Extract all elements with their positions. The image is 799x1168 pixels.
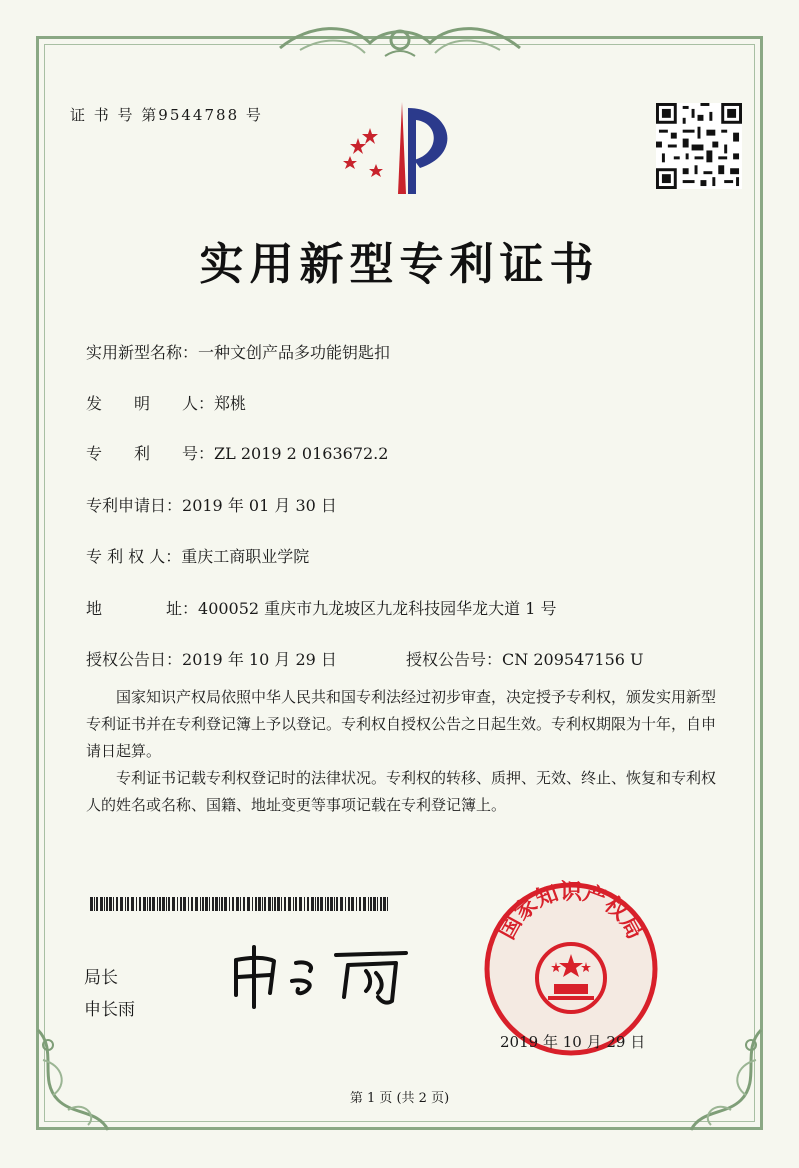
barcode bbox=[90, 897, 390, 911]
director-title: 局长 bbox=[84, 968, 118, 988]
patent-number-value: ZL 2019 2 0163672.2 bbox=[214, 444, 389, 463]
body-paragraph-1: 国家知识产权局依照中华人民共和国专利法经过初步审查，决定授予专利权，颁发实用新型专利证书并在专利登记簿上予以登记。专利权自授权公告之日起生效。专利权期限为十年，自申请日起算。 bbox=[86, 688, 717, 760]
grant-date-label: 授权公告日： bbox=[86, 650, 183, 669]
address-label: 地 址： bbox=[86, 599, 199, 618]
seal-text: 国家知识产权局 bbox=[494, 880, 648, 944]
page-number: 第 1 页 (共 2 页) bbox=[349, 1091, 450, 1106]
field-patentee bbox=[86, 544, 309, 567]
certificate-title: 实用新型专利证书 bbox=[199, 239, 600, 290]
cnipa-logo-icon bbox=[340, 98, 466, 198]
bottom-right-ornament bbox=[681, 1020, 771, 1140]
director-signature bbox=[226, 935, 416, 1015]
body-paragraph-2: 专利证书记载专利权登记时的法律状况。专利权的转移、质押、无效、终止、恢复和专利权人的姓名或名称、国籍、地址变更等事项记载在专利登记簿上。 bbox=[86, 769, 717, 814]
field-filing-date bbox=[86, 493, 337, 516]
director-name: 申长雨 bbox=[84, 1000, 135, 1020]
field-grant-number bbox=[406, 647, 644, 670]
patentee-label: 专 利 权 人： bbox=[86, 547, 182, 566]
grant-number-label: 授权公告号： bbox=[406, 650, 503, 669]
filing-date-value: 2019 年 01 月 30 日 bbox=[182, 496, 337, 515]
certificate-body bbox=[86, 684, 726, 819]
seal-date: 2019 年 10 月 29 日 bbox=[500, 1033, 646, 1051]
field-grant-date bbox=[86, 647, 337, 670]
qr-code bbox=[656, 103, 742, 189]
grant-date-value: 2019 年 10 月 29 日 bbox=[182, 650, 337, 669]
bottom-left-ornament bbox=[28, 1020, 118, 1140]
inventor-value: 郑桃 bbox=[214, 394, 247, 413]
field-utility-model-name bbox=[86, 340, 390, 363]
field-address bbox=[86, 596, 557, 619]
address-value: 400052 重庆市九龙坡区九龙科技园华龙大道 1 号 bbox=[198, 599, 557, 618]
grant-number-value: CN 209547156 U bbox=[502, 650, 644, 669]
field-patent-number bbox=[86, 441, 388, 464]
inventor-label: 发 明 人： bbox=[86, 394, 215, 413]
utility-model-name-label: 实用新型名称： bbox=[86, 343, 199, 362]
field-inventor bbox=[86, 391, 246, 414]
certificate-number: 证 书 号 第9544788 号 bbox=[70, 106, 263, 124]
patent-number-label: 专 利 号： bbox=[86, 444, 215, 463]
top-ornament bbox=[270, 18, 530, 68]
patentee-value: 重庆工商职业学院 bbox=[181, 547, 310, 566]
utility-model-name-value: 一种文创产品多功能钥匙扣 bbox=[198, 343, 391, 362]
filing-date-label: 专利申请日： bbox=[86, 496, 183, 515]
